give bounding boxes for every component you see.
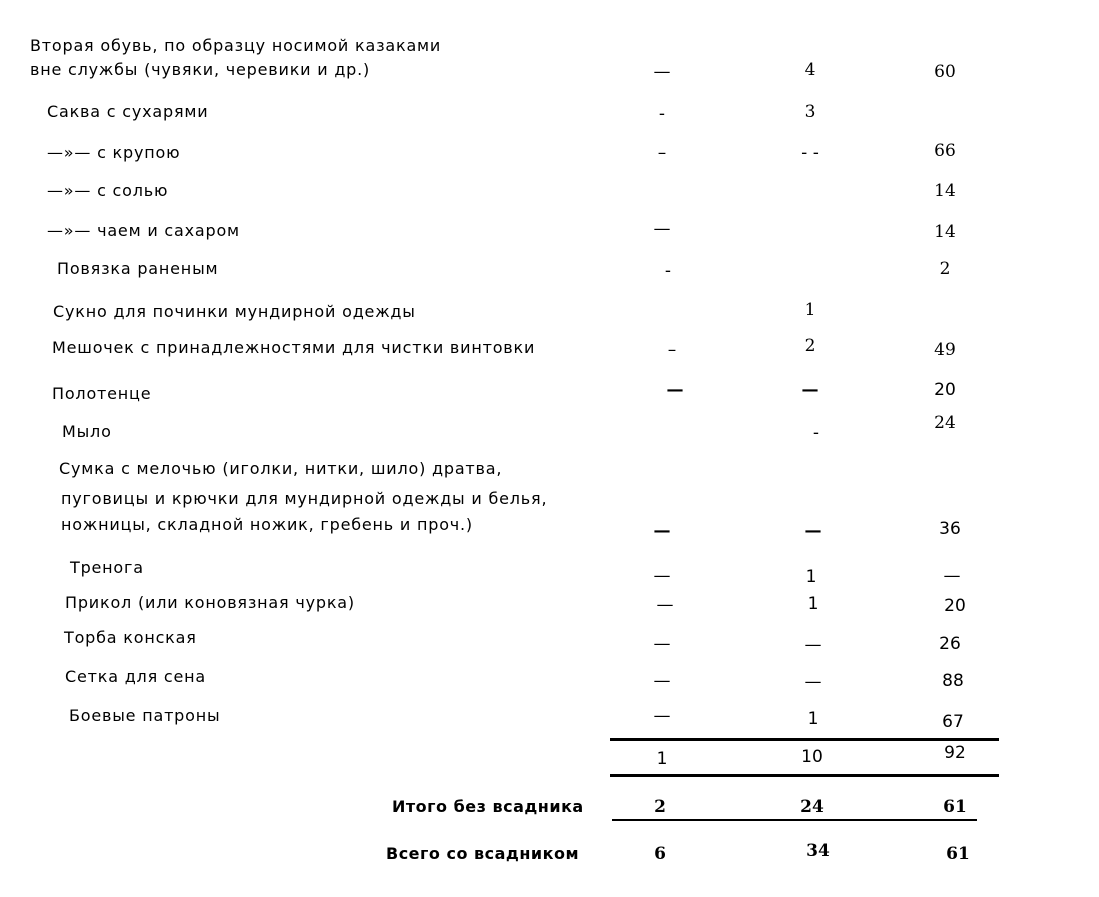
cell-col3: 26: [939, 634, 961, 654]
underline-rule: [612, 819, 977, 821]
cell-col2: —: [804, 521, 822, 541]
item-label: Полотенце: [52, 384, 152, 403]
item-label: —»— чаем и сахаром: [47, 221, 240, 240]
total-without-rider-label: Итого без всадника: [392, 797, 584, 816]
item-label: Сумка с мелочью (иголки, нитки, шило) дратва,: [59, 459, 503, 478]
item-label: ножницы, складной ножик, гребень и проч.): [61, 515, 473, 534]
item-label: Боевые патроны: [69, 706, 221, 725]
cell-col1: —: [653, 634, 671, 654]
grand-col3: 61: [946, 844, 970, 864]
table-row: [0, 36, 1099, 84]
cell-col3: 24: [934, 413, 956, 433]
item-label: Сетка для сена: [65, 667, 206, 686]
table-row: [0, 143, 1099, 171]
cell-col1: —: [653, 566, 671, 586]
total-with-rider-label: Всего со всадником: [386, 844, 580, 863]
item-label: —»— с солью: [47, 181, 169, 200]
cell-col2: —: [804, 672, 822, 692]
item-label: Торба конская: [64, 628, 197, 647]
cell-col3: 2: [939, 259, 951, 279]
cell-col3: 14: [934, 222, 956, 242]
cell-col3: —: [943, 566, 961, 586]
cell-col3: 36: [939, 519, 961, 539]
cell-col3: 60: [934, 62, 956, 82]
item-label: Саква с сухарями: [47, 102, 209, 121]
item-label: вне службы (чувяки, черевики и др.): [30, 60, 371, 79]
cell-col3: 67: [942, 712, 964, 732]
table-row: [0, 102, 1099, 130]
subtotal-col1: 1: [656, 749, 668, 769]
cell-col3: 49: [934, 340, 956, 360]
cell-col3: 66: [934, 141, 956, 161]
total-col3: 61: [943, 797, 967, 817]
table-row: [0, 380, 1099, 412]
table-row: [0, 558, 1099, 586]
item-label: Мыло: [62, 422, 112, 441]
cell-col3: 88: [942, 671, 964, 691]
cell-col1: -: [664, 261, 672, 281]
subtotal-col3: 92: [944, 743, 966, 763]
table-row: [0, 338, 1099, 366]
subtotal-col2: 10: [801, 747, 823, 767]
cell-col2: 2: [804, 336, 816, 356]
cell-col1: —: [666, 380, 684, 400]
cell-col3: 14: [934, 181, 956, 201]
cell-col3: 20: [944, 596, 966, 616]
grand-col2: 34: [806, 841, 830, 861]
table-row: [0, 302, 1099, 330]
total-col1: 2: [654, 797, 666, 817]
cell-col1: —: [653, 521, 671, 541]
cell-col1: —: [653, 671, 671, 691]
total-col2: 24: [800, 797, 824, 817]
item-label: Прикол (или коновязная чурка): [65, 593, 355, 612]
double-rule: [610, 738, 999, 741]
grand-col1: 6: [654, 844, 666, 864]
cell-col1: –: [667, 340, 677, 360]
cell-col1: —: [653, 62, 671, 82]
cell-col1: —: [656, 595, 674, 615]
item-label: Вторая обувь, по образцу носимой казаками: [30, 36, 442, 55]
cell-col1: –: [657, 143, 667, 163]
table-row: [0, 628, 1099, 656]
item-label: —»— с крупою: [47, 143, 181, 162]
subtotal-row: [0, 745, 1099, 773]
table-row: [0, 706, 1099, 734]
table-row: [0, 593, 1099, 621]
rule: [610, 774, 999, 777]
item-label: Повязка раненым: [57, 259, 219, 278]
table-row: [0, 667, 1099, 695]
item-label: Мешочек с принадлежностями для чистки винтовки: [52, 338, 536, 357]
cell-col1: —: [653, 706, 671, 726]
cell-col3: 20: [934, 380, 956, 400]
item-label: Сукно для починки мундирной одежды: [53, 302, 416, 321]
cell-col2: 1: [807, 709, 819, 729]
cell-col2: 3: [804, 102, 816, 122]
item-label: пуговицы и крючки для мундирной одежды и белья,: [61, 489, 548, 508]
cell-col1: —: [653, 219, 671, 239]
table-row: [0, 459, 1099, 543]
table-row: [0, 181, 1099, 209]
item-label: Тренога: [70, 558, 144, 577]
cell-col2: - -: [801, 143, 819, 163]
total-with-rider-row: [0, 841, 1099, 872]
cell-col1: -: [658, 104, 666, 124]
table-row: [0, 413, 1099, 450]
cell-col2: 4: [804, 60, 816, 80]
table-row: [0, 259, 1099, 287]
cell-col2: -: [812, 423, 820, 443]
cell-col2: —: [801, 380, 819, 400]
cell-col2: 1: [807, 594, 819, 614]
table-row: [0, 221, 1099, 249]
cell-col2: 1: [805, 567, 817, 587]
cell-col2: 1: [804, 300, 816, 320]
cell-col2: —: [804, 635, 822, 655]
